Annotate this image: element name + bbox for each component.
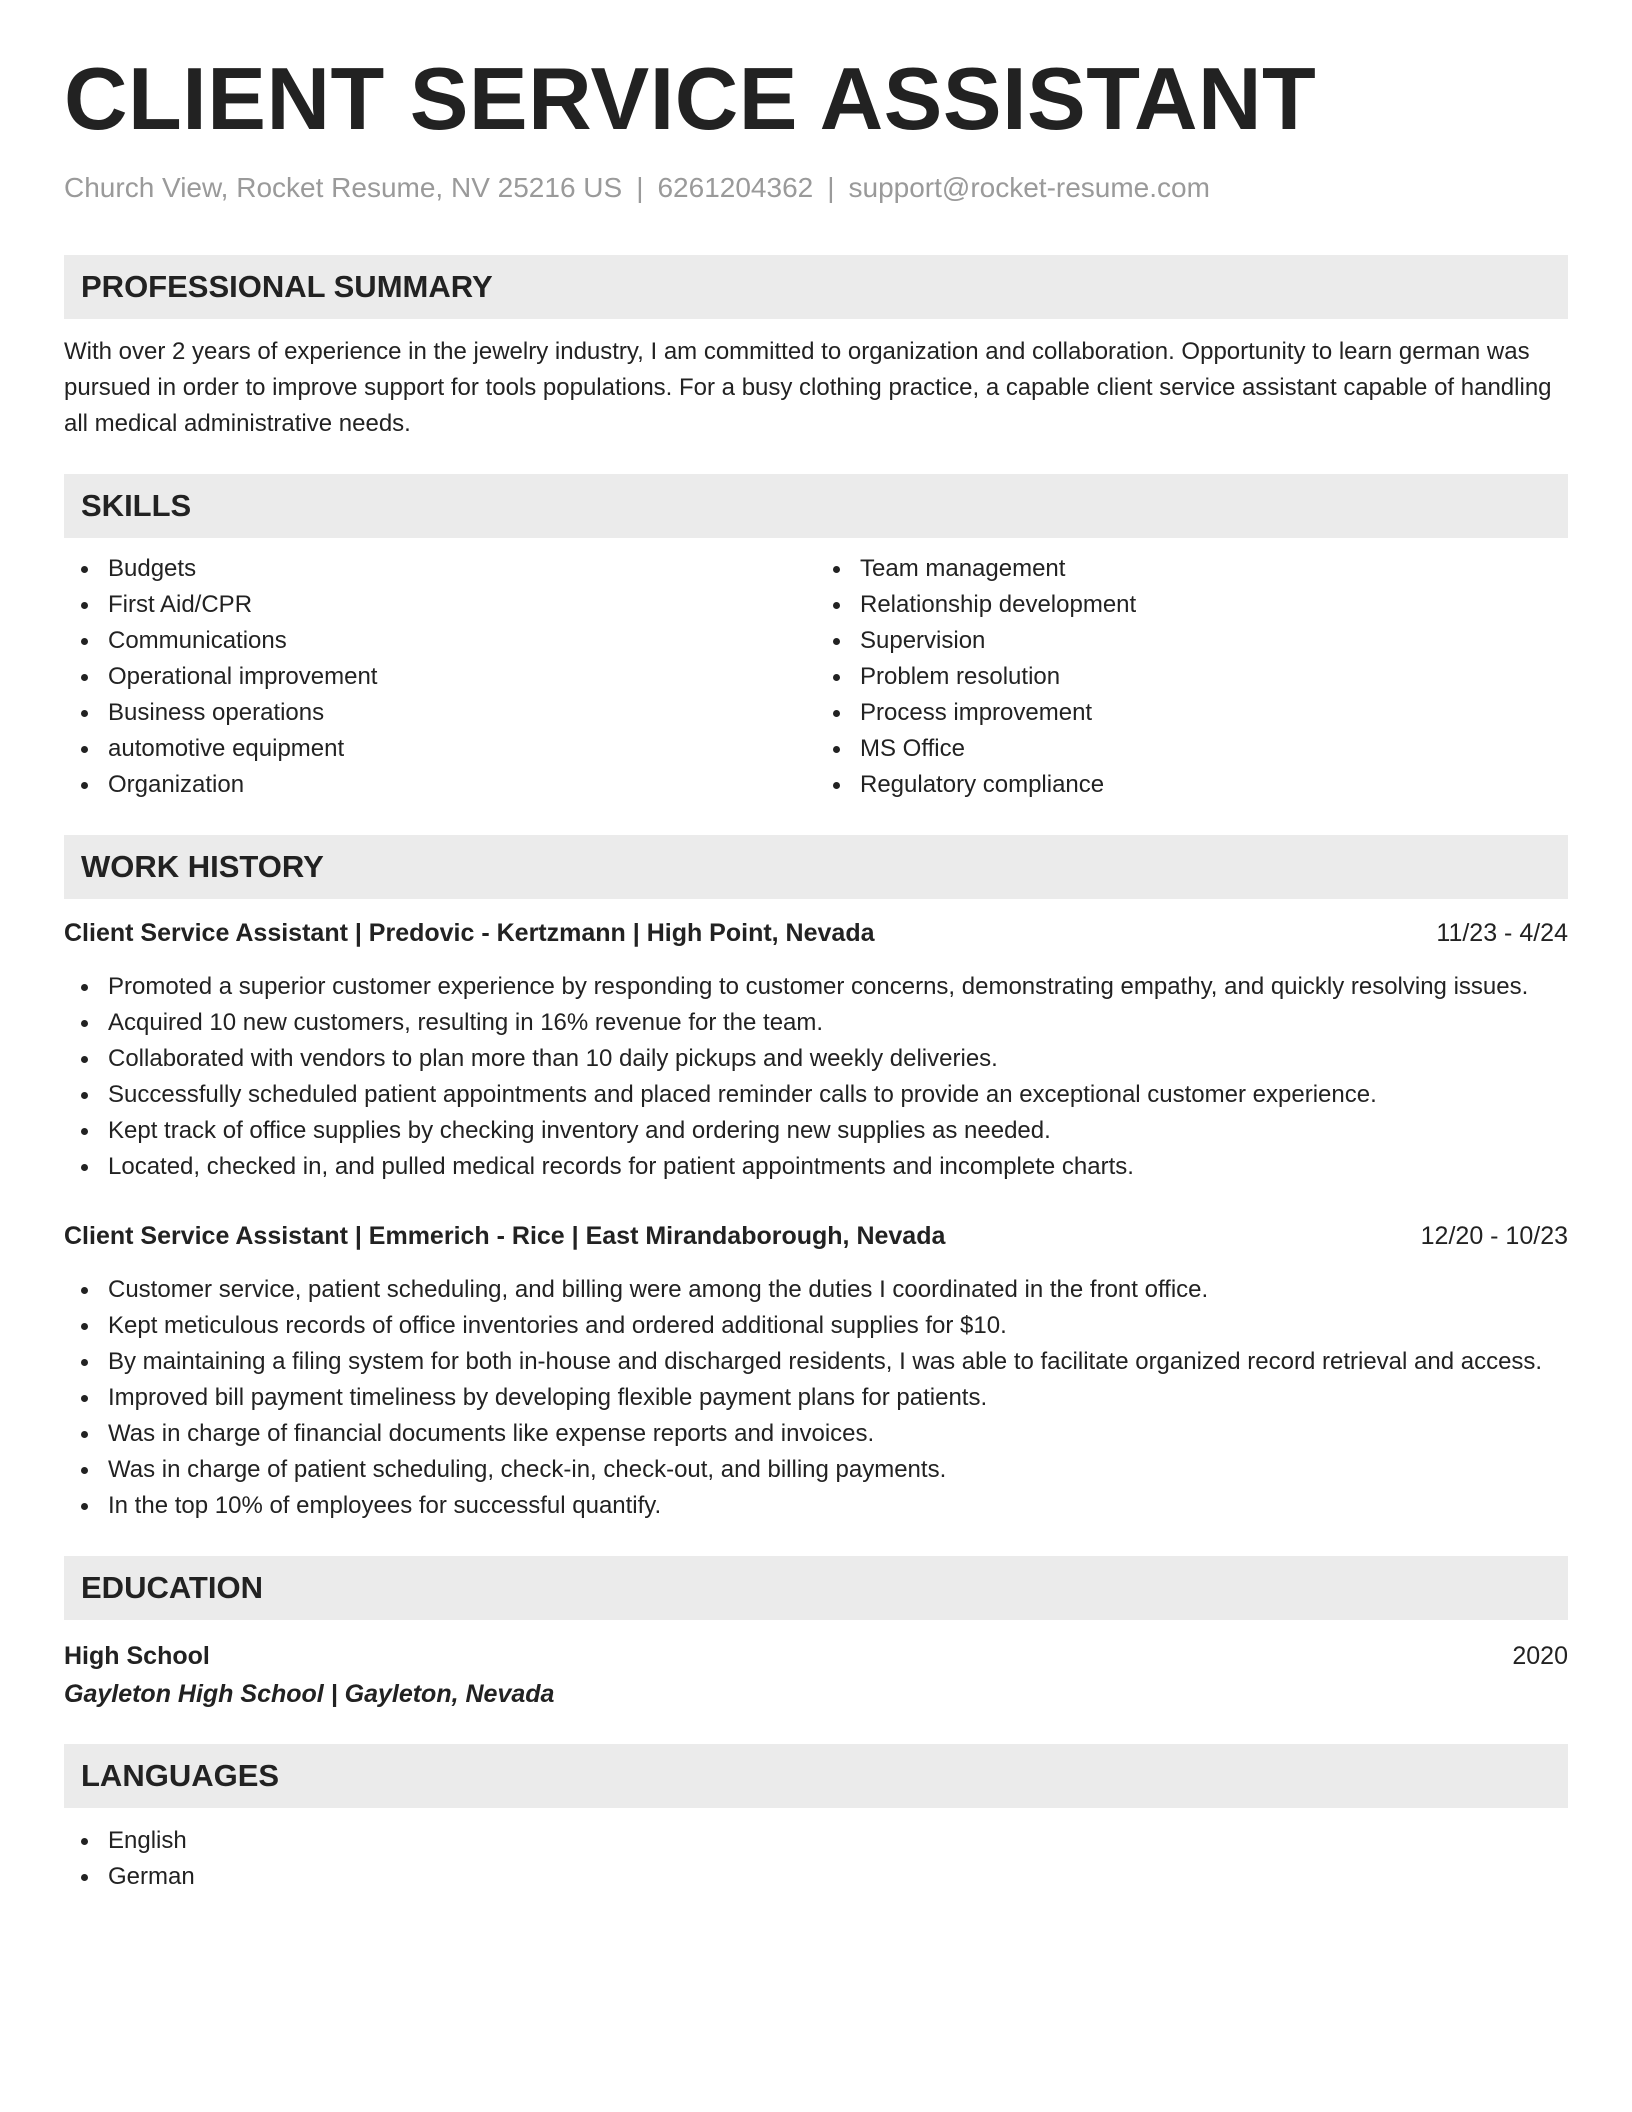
language-item: German <box>64 1859 1568 1895</box>
skill-item: Operational improvement <box>64 659 816 695</box>
education-school: Gayleton High School | Gayleton, Nevada <box>64 1679 555 1708</box>
skill-item: Organization <box>64 767 816 803</box>
skill-item: Problem resolution <box>816 659 1568 695</box>
skills-list-right <box>816 551 1568 803</box>
language-item: English <box>64 1823 1568 1859</box>
job-bullets <box>64 1272 1568 1524</box>
job-bullet: Located, checked in, and pulled medical records for patient appointments and incomplete charts. <box>64 1149 1568 1185</box>
job-bullet: In the top 10% of employees for successful quantify. <box>64 1488 1568 1524</box>
skill-item: Business operations <box>64 695 816 731</box>
job-bullet: Promoted a superior customer experience by responding to customer concerns, demonstrating empathy, and quickly resolving issues. <box>64 969 1568 1005</box>
job-bullet: By maintaining a filing system for both in-house and discharged residents, I was able to facilitate organized record retrieval and access. <box>64 1344 1568 1380</box>
skill-item: Relationship development <box>816 587 1568 623</box>
job-bullet: Collaborated with vendors to plan more than 10 daily pickups and weekly deliveries. <box>64 1041 1568 1077</box>
contact-email[interactable]: support@rocket-resume.com <box>848 172 1210 203</box>
section-heading-work-history: WORK HISTORY <box>64 835 1568 899</box>
candidate-name: CLIENT SERVICE ASSISTANT <box>64 49 1317 148</box>
skill-item: MS Office <box>816 731 1568 767</box>
contact-line <box>64 171 1568 205</box>
job-bullet: Acquired 10 new customers, resulting in 16% revenue for the team. <box>64 1005 1568 1041</box>
skill-item: First Aid/CPR <box>64 587 816 623</box>
job-bullet: Kept meticulous records of office inventories and ordered additional supplies for $10. <box>64 1308 1568 1344</box>
skills-list-left <box>64 551 816 803</box>
job-bullet: Kept track of office supplies by checking inventory and ordering new supplies as needed. <box>64 1113 1568 1149</box>
contact-address: Church View, Rocket Resume, NV 25216 US <box>64 172 623 203</box>
job-header <box>64 915 1568 951</box>
job-header <box>64 1218 1568 1254</box>
job-bullet: Customer service, patient scheduling, and billing were among the duties I coordinated in the front office. <box>64 1272 1568 1308</box>
skill-item: Process improvement <box>816 695 1568 731</box>
education-degree: High School <box>64 1641 210 1670</box>
skill-item: Team management <box>816 551 1568 587</box>
skill-item: automotive equipment <box>64 731 816 767</box>
section-heading-skills: SKILLS <box>64 474 1568 538</box>
summary-text: With over 2 years of experience in the jewelry industry, I am committed to organization and collaboration. Opportunity to learn german was pursued in order to improve support for tools populations. For a busy clothing practice, a capable client service assistant capable of handling all medical administrative needs. <box>64 337 1552 437</box>
job-entry <box>64 915 1568 1185</box>
contact-phone: 6261204362 <box>657 172 814 203</box>
job-bullets <box>64 969 1568 1185</box>
job-entry <box>64 1218 1568 1524</box>
education-header <box>64 1638 1568 1674</box>
job-dates: 11/23 - 4/24 <box>1436 918 1568 947</box>
skill-item: Supervision <box>816 623 1568 659</box>
job-bullet: Was in charge of financial documents like expense reports and invoices. <box>64 1416 1568 1452</box>
skill-item: Regulatory compliance <box>816 767 1568 803</box>
contact-separator: | <box>636 172 644 203</box>
section-heading-summary: PROFESSIONAL SUMMARY <box>64 255 1568 319</box>
job-bullet: Was in charge of patient scheduling, check-in, check-out, and billing payments. <box>64 1452 1568 1488</box>
job-title: Client Service Assistant | Emmerich - Rice | East Mirandaborough, Nevada <box>64 1221 946 1250</box>
skill-item: Communications <box>64 623 816 659</box>
job-dates: 12/20 - 10/23 <box>1420 1221 1568 1250</box>
education-year: 2020 <box>1512 1641 1568 1670</box>
section-heading-languages: LANGUAGES <box>64 1744 1568 1808</box>
job-bullet: Successfully scheduled patient appointments and placed reminder calls to provide an exceptional customer experience. <box>64 1077 1568 1113</box>
languages-list <box>64 1823 1568 1895</box>
contact-separator: | <box>827 172 835 203</box>
job-bullet: Improved bill payment timeliness by developing flexible payment plans for patients. <box>64 1380 1568 1416</box>
skills-grid <box>64 551 1568 803</box>
job-title: Client Service Assistant | Predovic - Kertzmann | High Point, Nevada <box>64 918 875 947</box>
skill-item: Budgets <box>64 551 816 587</box>
section-heading-education: EDUCATION <box>64 1556 1568 1620</box>
